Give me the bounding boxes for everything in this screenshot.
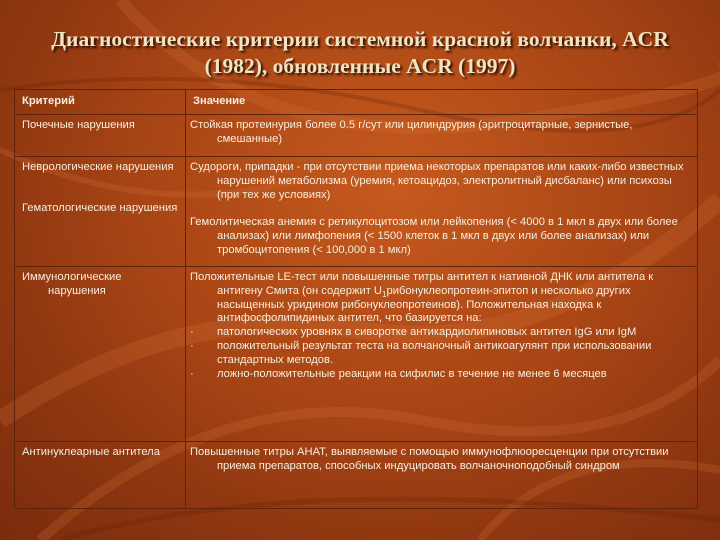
criterion-cell (15, 442, 186, 509)
criteria-table-container (14, 89, 697, 509)
table-row-neuro-hemato (15, 157, 698, 267)
list-item (190, 340, 691, 368)
value-immuno (190, 271, 691, 326)
value-cell (186, 115, 698, 157)
bullet-mark: · (190, 326, 194, 339)
table-header-row (15, 90, 698, 115)
criteria-table (14, 89, 698, 509)
criterion-neuro: Неврологические нарушения (22, 161, 174, 173)
table-row-renal (15, 115, 698, 157)
value-immuno-part1: Положительные LE-тест или повышенные титры антител к нативной ДНК или антитела к антигену Смита (он содержит U (190, 271, 654, 297)
header-value: Значение (186, 90, 698, 115)
bullet-text: патологических уровнях в сиворотке антикардиолипиновых антител IgG или IgM (217, 326, 637, 339)
value-immuno-subscript: 1 (382, 290, 387, 300)
list-item (190, 368, 691, 382)
value-hemato: Гемолитическая анемия с ретикулоцитозом или лейкопения (< 4000 в 1 мкл в двух или более анализах) или лимфопения (< 1500 клеток в 1 мкл в двух или более анализах) или тромбоцитопения (< 100,000 в 1 мкл) (190, 216, 678, 256)
immuno-bullet-list (190, 326, 691, 381)
criterion-cell (15, 115, 186, 157)
value-immuno-part2: рибонуклеопротеин-эпитоп и несколько других насыщенных уридином рибонуклеопротеинов). Положительная находка к антифосфолипидиных антител, что базируется на: (217, 284, 631, 325)
bullet-mark: · (190, 339, 194, 352)
bullet-text: ложно-положительные реакции на сифилис в течение не менее 6 месяцев (217, 367, 607, 380)
value-neuro: Судороги, припадки - при отсутствии приема некоторых препаратов или каких-либо известных нарушений метаболизма (уремия, кетоацидоз, электролитный дисбаланс) или психозы (при тех же условиях) (190, 161, 684, 201)
criterion-immuno: Иммунологические нарушения (22, 271, 122, 297)
table-row-immuno (15, 267, 698, 442)
value-renal: Стойкая протеинурия более 0.5 г/сут или цилиндрурия (эритроцитарные, зернистые, смешанные) (190, 119, 633, 145)
list-item (190, 326, 691, 340)
value-cell (186, 157, 698, 267)
value-ana: Повышенные титры АНАТ, выявляемые с помощью иммунофлюоресценции при отсутствии приема препаратов, способных индуцировать волчаночноподобный синдром (190, 446, 669, 472)
bullet-mark: · (190, 367, 194, 380)
criterion-renal: Почечные нарушения (22, 119, 135, 131)
criterion-cell (15, 157, 186, 267)
criterion-cell (15, 267, 186, 442)
header-criterion: Критерий (15, 90, 186, 115)
criterion-hemato: Гематологические нарушения (22, 201, 178, 214)
table-row-ana (15, 442, 698, 509)
slide-title: Диагностические критерии системной красной волчанки, ACR (1982), обновленные ACR (1997) (51, 27, 669, 78)
bullet-text: положительный результат теста на волчаночный антикоагулянт при использовании стандартных методов. (217, 339, 652, 366)
value-cell (186, 267, 698, 442)
criterion-ana: Антинуклеарные антитела (22, 446, 160, 458)
value-cell (186, 442, 698, 509)
